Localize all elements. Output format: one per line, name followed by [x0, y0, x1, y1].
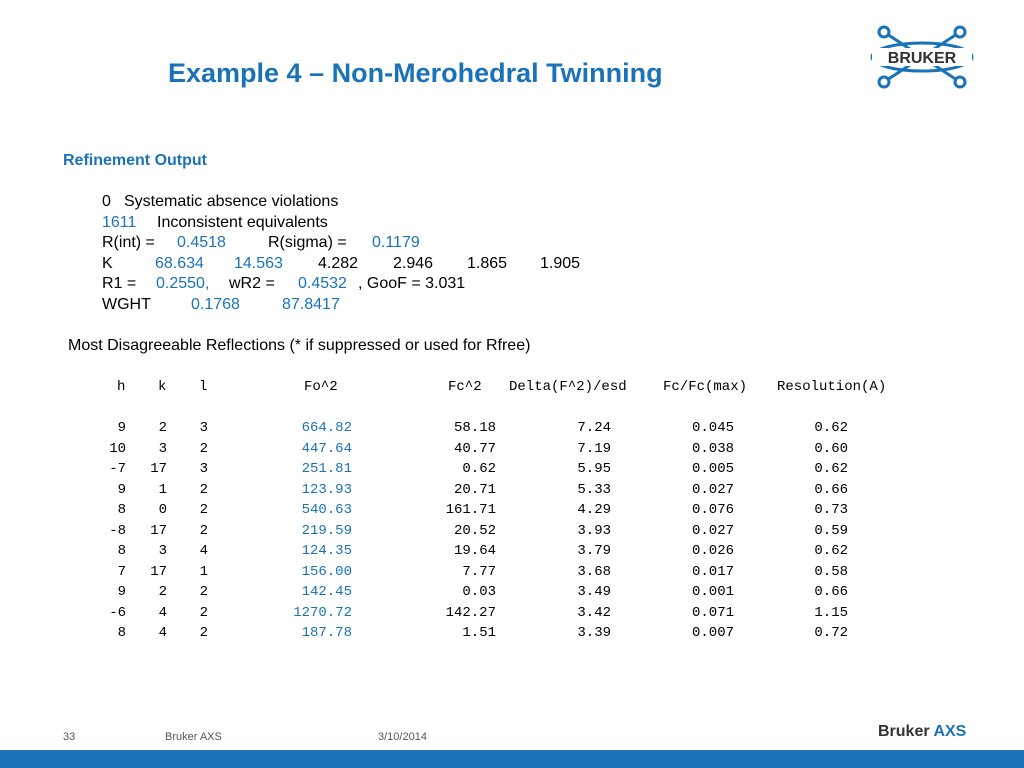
absence-count: 0 [102, 193, 111, 210]
table-cell: 2 [199, 502, 208, 518]
table-cell: 2 [199, 604, 208, 621]
table-cell: 156.00 [301, 563, 352, 580]
table-cell: -7 [109, 461, 126, 477]
wr2-label: wR2 = [229, 275, 275, 292]
rsigma-value: 0.1179 [372, 234, 420, 251]
k-value: 2.946 [393, 255, 434, 272]
rint-label: R(int) = [102, 234, 155, 251]
footer-date: 3/10/2014 [378, 731, 427, 743]
table-cell: 2 [158, 584, 167, 600]
table-cell: 0.60 [814, 440, 848, 457]
table-cell: 2 [158, 420, 167, 436]
column-header-resolution: Resolution(A) [777, 379, 887, 395]
table-cell: 3.79 [577, 543, 611, 559]
table-cell: 0.017 [691, 563, 734, 580]
table-cell: 3 [158, 440, 167, 457]
table-cell: 7.24 [577, 420, 611, 436]
table-cell: 2 [199, 625, 208, 641]
table-cell: 3.68 [577, 563, 611, 580]
table-cell: 3 [199, 420, 208, 436]
table-cell: 142.27 [445, 604, 496, 621]
table-cell: 8 [117, 543, 126, 559]
table-cell: 0.026 [691, 543, 734, 559]
column-header-fo2: Fo^2 [304, 379, 338, 395]
rsigma-label: R(sigma) = [268, 234, 347, 251]
table-cell: 7.19 [577, 440, 611, 457]
table-cell: 0.73 [814, 502, 848, 518]
table-cell: 17 [150, 461, 167, 477]
table-cell: 2 [199, 522, 208, 539]
table-cell: 0.62 [814, 461, 848, 477]
table-cell: 0.62 [814, 543, 848, 559]
table-cell: 0.076 [691, 502, 734, 518]
table-cell: 4.29 [577, 502, 611, 518]
table-cell: 5.33 [577, 481, 611, 498]
table-cell: 0 [158, 502, 167, 518]
table-cell: 3.93 [577, 522, 611, 539]
k-label: K [102, 255, 113, 272]
table-cell: 2 [199, 584, 208, 600]
column-header-h: h [117, 379, 126, 395]
k-value: 1.905 [540, 255, 581, 272]
column-header-k: k [158, 379, 167, 395]
wght-label: WGHT [102, 296, 151, 313]
footer-bar [0, 750, 1024, 768]
table-cell: 142.45 [301, 584, 352, 600]
table-cell: 1.51 [462, 625, 496, 641]
wght-value: 87.8417 [282, 296, 340, 313]
table-cell: 3 [158, 543, 167, 559]
table-cell: -8 [109, 522, 126, 539]
table-cell: 0.62 [462, 461, 496, 477]
table-cell: 20.52 [453, 522, 496, 539]
table-cell: 7 [117, 563, 126, 580]
table-cell: 2 [199, 440, 208, 457]
table-cell: 17 [150, 522, 167, 539]
table-cell: 7.77 [462, 563, 496, 580]
r1-value: 0.2550, [156, 275, 210, 292]
table-cell: 0.007 [691, 625, 734, 641]
table-cell: 0.027 [691, 481, 734, 498]
table-cell: 8 [117, 502, 126, 518]
goof-text: , GooF = 3.031 [358, 275, 466, 292]
table-cell: 5.95 [577, 461, 611, 477]
column-header-delta: Delta(F^2)/esd [509, 379, 627, 395]
table-cell: 0.72 [814, 625, 848, 641]
table-cell: 540.63 [301, 502, 352, 518]
table-cell: 187.78 [301, 625, 352, 641]
table-cell: 1 [158, 481, 167, 498]
table-cell: 58.18 [453, 420, 496, 436]
table-cell: 1 [199, 563, 208, 580]
brand-name: Bruker [878, 723, 930, 740]
table-cell: 0.071 [691, 604, 734, 621]
inconsistent-count: 1611 [102, 214, 137, 231]
table-cell: 123.93 [301, 481, 352, 498]
table-cell: 124.35 [301, 543, 352, 559]
slide-title: Example 4 – Non-Merohedral Twinning [168, 58, 663, 88]
table-cell: 20.71 [453, 481, 496, 498]
table-cell: 3 [199, 461, 208, 477]
reflections-heading: Most Disagreeable Reflections (* if suppressed or used for Rfree) [68, 337, 531, 354]
table-cell: 3.42 [577, 604, 611, 621]
table-cell: 0.66 [814, 584, 848, 600]
footer-company: Bruker AXS [165, 731, 222, 743]
table-cell: 0.58 [814, 563, 848, 580]
k-value: 14.563 [234, 255, 283, 272]
table-cell: 0.001 [691, 584, 734, 600]
table-cell: 219.59 [301, 522, 352, 539]
table-cell: 0.03 [462, 584, 496, 600]
table-cell: 447.64 [301, 440, 352, 457]
table-cell: 161.71 [445, 502, 496, 518]
footer-brand [878, 723, 966, 741]
table-cell: 251.81 [301, 461, 352, 477]
page-number: 33 [63, 731, 76, 743]
wght-value: 0.1768 [191, 296, 240, 313]
r1-label: R1 = [102, 275, 137, 292]
table-cell: 8 [117, 625, 126, 641]
table-cell: 0.027 [691, 522, 734, 539]
table-cell: 4 [158, 625, 167, 641]
table-cell: 3.39 [577, 625, 611, 641]
k-value: 4.282 [318, 255, 359, 272]
table-cell: 9 [117, 481, 126, 498]
wr2-value: 0.4532 [298, 275, 347, 292]
table-cell: 40.77 [453, 440, 496, 457]
table-cell: 664.82 [301, 420, 352, 436]
table-cell: 0.005 [691, 461, 734, 477]
table-cell: 1.15 [814, 604, 848, 621]
table-cell: 0.038 [691, 440, 734, 457]
k-value: 68.634 [155, 255, 204, 272]
table-cell: 9 [117, 584, 126, 600]
column-header-l: l [199, 379, 208, 395]
table-cell: 0.66 [814, 481, 848, 498]
table-cell: -6 [109, 604, 126, 621]
bruker-logo [862, 18, 982, 96]
column-header-fc-fcmax: Fc/Fc(max) [663, 379, 748, 395]
table-cell: 17 [150, 563, 167, 580]
table-cell: 0.62 [814, 420, 848, 436]
table-cell: 19.64 [453, 543, 496, 559]
rint-value: 0.4518 [177, 234, 226, 251]
k-value: 1.865 [467, 255, 508, 272]
table-cell: 4 [158, 604, 167, 621]
table-cell: 9 [117, 420, 126, 436]
logo-text: BRUKER [887, 50, 957, 67]
table-cell: 10 [109, 440, 126, 457]
inconsistent-label: Inconsistent equivalents [157, 214, 328, 231]
table-cell: 3.49 [577, 584, 611, 600]
table-cell: 2 [199, 481, 208, 498]
column-header-fc2: Fc^2 [448, 379, 482, 395]
table-cell: 1270.72 [293, 604, 352, 621]
brand-suffix: AXS [933, 723, 967, 740]
table-cell: 0.59 [814, 522, 848, 539]
absence-label: Systematic absence violations [124, 193, 339, 210]
table-cell: 0.045 [691, 420, 734, 436]
table-cell: 4 [199, 543, 208, 559]
section-heading: Refinement Output [63, 152, 207, 169]
